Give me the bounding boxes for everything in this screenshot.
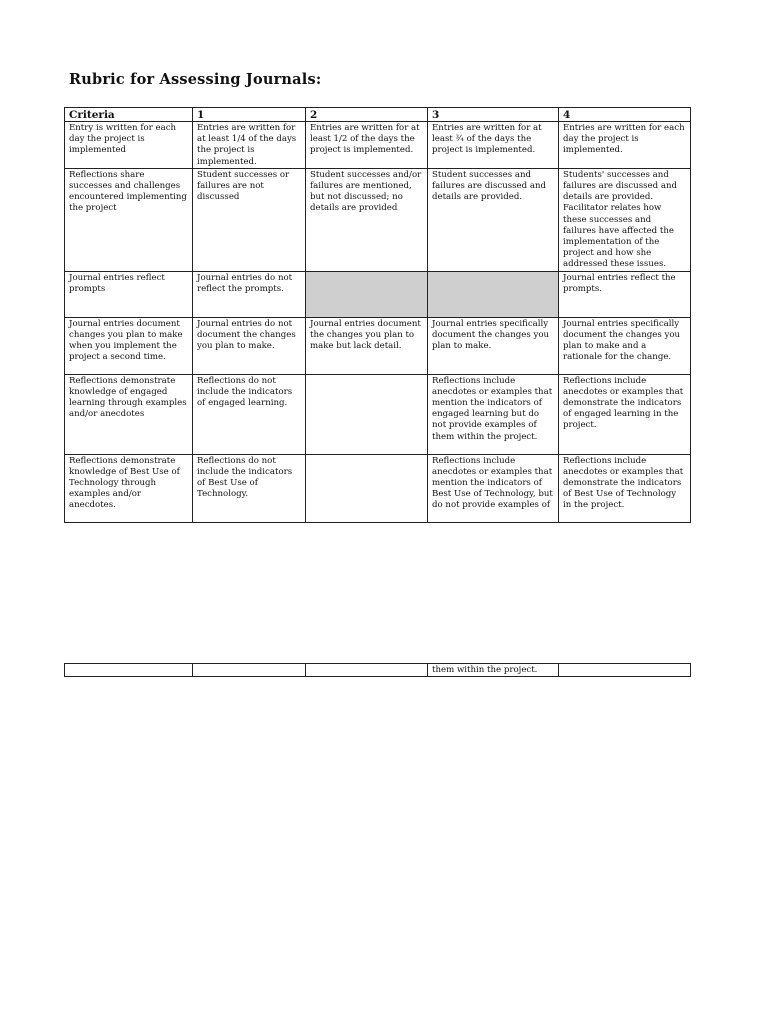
score-2-cell-shaded bbox=[306, 271, 428, 317]
score-1-cell: Entries are written for at least 1/4 of the days the project is implemented. bbox=[193, 122, 306, 169]
table-row bbox=[65, 374, 691, 454]
score-3-cell-shaded bbox=[428, 271, 559, 317]
score-3-cell: Reflections include anecdotes or examples that mention the indicators of Best Use of Technology, but do not provide examples of bbox=[428, 454, 559, 522]
score-4-cell: Journal entries specifically document the changes you plan to make and a rationale for the change. bbox=[559, 317, 691, 374]
score-4-cell: Journal entries reflect the prompts. bbox=[559, 271, 691, 317]
score-2-cell: Entries are written for at least 1/2 of the days the project is implemented. bbox=[306, 122, 428, 169]
header-score-3: 3 bbox=[428, 108, 559, 122]
score-4-cell: Reflections include anecdotes or examples that demonstrate the indicators of engaged learning in the project. bbox=[559, 374, 691, 454]
score-4-cell: Entries are written for each day the project is implemented. bbox=[559, 122, 691, 169]
continuation-score-1-cell bbox=[193, 664, 306, 677]
score-1-cell: Student successes or failures are not discussed bbox=[193, 168, 306, 271]
header-score-2: 2 bbox=[306, 108, 428, 122]
table-row bbox=[65, 168, 691, 271]
score-1-cell: Reflections do not include the indicators of engaged learning. bbox=[193, 374, 306, 454]
score-2-cell bbox=[306, 454, 428, 522]
continuation-score-4-cell bbox=[559, 664, 691, 677]
criteria-cell: Reflections demonstrate knowledge of Best Use of Technology through examples and/or anecdotes. bbox=[65, 454, 193, 522]
score-4-cell: Reflections include anecdotes or examples that demonstrate the indicators of Best Use of Technology in the project. bbox=[559, 454, 691, 522]
score-1-cell: Journal entries do not document the changes you plan to make. bbox=[193, 317, 306, 374]
score-1-cell: Journal entries do not reflect the prompts. bbox=[193, 271, 306, 317]
criteria-cell: Journal entries reflect prompts bbox=[65, 271, 193, 317]
header-criteria: Criteria bbox=[65, 108, 193, 122]
criteria-cell: Reflections demonstrate knowledge of engaged learning through examples and/or anecdotes bbox=[65, 374, 193, 454]
score-1-cell: Reflections do not include the indicators of Best Use of Technology. bbox=[193, 454, 306, 522]
table-row bbox=[65, 271, 691, 317]
criteria-cell: Entry is written for each day the project is implemented bbox=[65, 122, 193, 169]
score-2-cell: Student successes and/or failures are mentioned, but not discussed; no details are provided bbox=[306, 168, 428, 271]
score-3-cell: Reflections include anecdotes or examples that mention the indicators of engaged learning but do not provide examples of them within the project. bbox=[428, 374, 559, 454]
table-row bbox=[65, 122, 691, 169]
criteria-cell: Reflections share successes and challenges encountered implementing the project bbox=[65, 168, 193, 271]
criteria-cell: Journal entries document changes you plan to make when you implement the project a second time. bbox=[65, 317, 193, 374]
continuation-score-2-cell bbox=[306, 664, 428, 677]
page-title: Rubric for Assessing Journals: bbox=[69, 71, 322, 88]
continuation-row bbox=[65, 664, 691, 677]
continuation-criteria-cell bbox=[65, 664, 193, 677]
continuation-score-3-cell: them within the project. bbox=[428, 664, 559, 677]
header-row bbox=[65, 108, 691, 122]
score-2-cell: Journal entries document the changes you plan to make but lack detail. bbox=[306, 317, 428, 374]
table-row bbox=[65, 454, 691, 522]
rubric-table bbox=[64, 107, 691, 523]
score-3-cell: Journal entries specifically document the changes you plan to make. bbox=[428, 317, 559, 374]
score-4-cell: Students' successes and failures are discussed and details are provided. Facilitator relates how these successes and failures have affected the implementation of the project and how she addressed these issues. bbox=[559, 168, 691, 271]
score-2-cell bbox=[306, 374, 428, 454]
header-score-4: 4 bbox=[559, 108, 691, 122]
table-row bbox=[65, 317, 691, 374]
header-score-1: 1 bbox=[193, 108, 306, 122]
continuation-table bbox=[64, 663, 691, 677]
score-3-cell: Entries are written for at least ¾ of the days the project is implemented. bbox=[428, 122, 559, 169]
score-3-cell: Student successes and failures are discussed and details are provided. bbox=[428, 168, 559, 271]
